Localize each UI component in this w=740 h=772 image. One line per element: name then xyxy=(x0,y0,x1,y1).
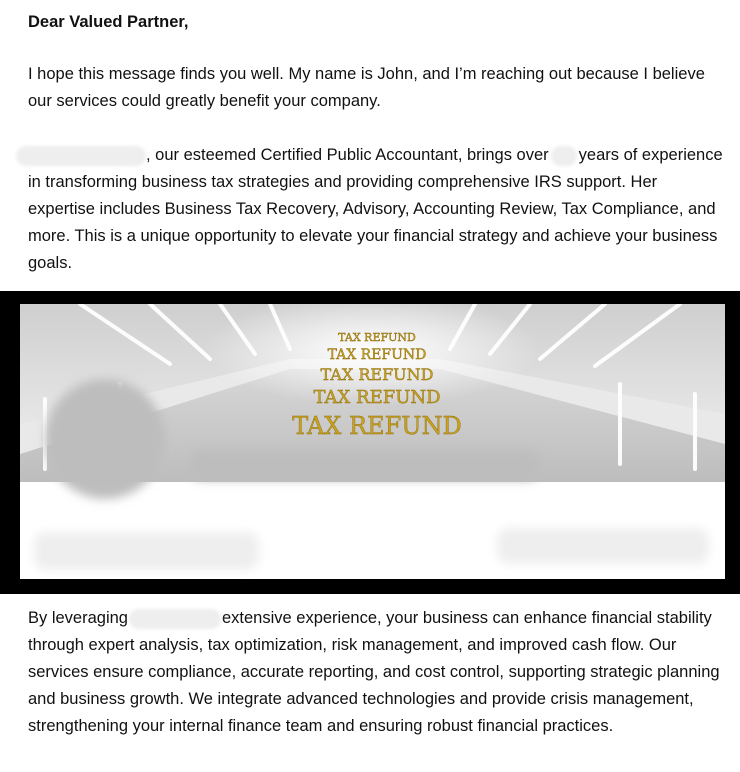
redacted-years xyxy=(551,146,577,166)
banner-image xyxy=(20,304,725,579)
paragraph-text: years of experience in transforming business tax strategies and providing comprehensive IRS support. Her expertise includes Business Tax Recovery, Advisory, Accounting Review, Tax Compliance, and more. This is a unique opportunity to elevate your financial strategy and achieve your business goals. xyxy=(28,146,723,272)
paragraph-text: , our esteemed Certified Public Accountant, brings over xyxy=(146,146,549,164)
paragraph-text: extensive experience, your business can enhance financial stability through expert analysis, tax optimization, risk management, and improved cash flow. Our services ensure compliance, accurate reporting, and cost control, supporting strategic planning and business growth. We integrate advanced technologies and provide crisis management, strengthening your internal finance team and ensuring robust financial practices. xyxy=(28,609,720,735)
tax-refund-line-5: TAX REFUND xyxy=(292,412,462,440)
tax-refund-line-3: TAX REFUND xyxy=(320,365,434,384)
tax-refund-line-4: TAX REFUND xyxy=(313,387,441,408)
email-paragraph-intro: I hope this message finds you well. My name is John, and I’m reaching out because I believe our services could greatly benefit your company. xyxy=(28,65,705,110)
tax-refund-banner xyxy=(20,304,725,579)
tax-refund-line-1: TAX REFUND xyxy=(338,331,416,344)
email-paragraph-benefits xyxy=(28,605,728,740)
redacted-name xyxy=(129,609,221,629)
paragraph-text: By leveraging xyxy=(28,609,128,627)
email-paragraph-accountant xyxy=(28,142,728,277)
redacted-name xyxy=(16,146,146,166)
tax-refund-line-2: TAX REFUND xyxy=(327,347,427,363)
email-greeting: Dear Valued Partner, xyxy=(28,13,189,31)
